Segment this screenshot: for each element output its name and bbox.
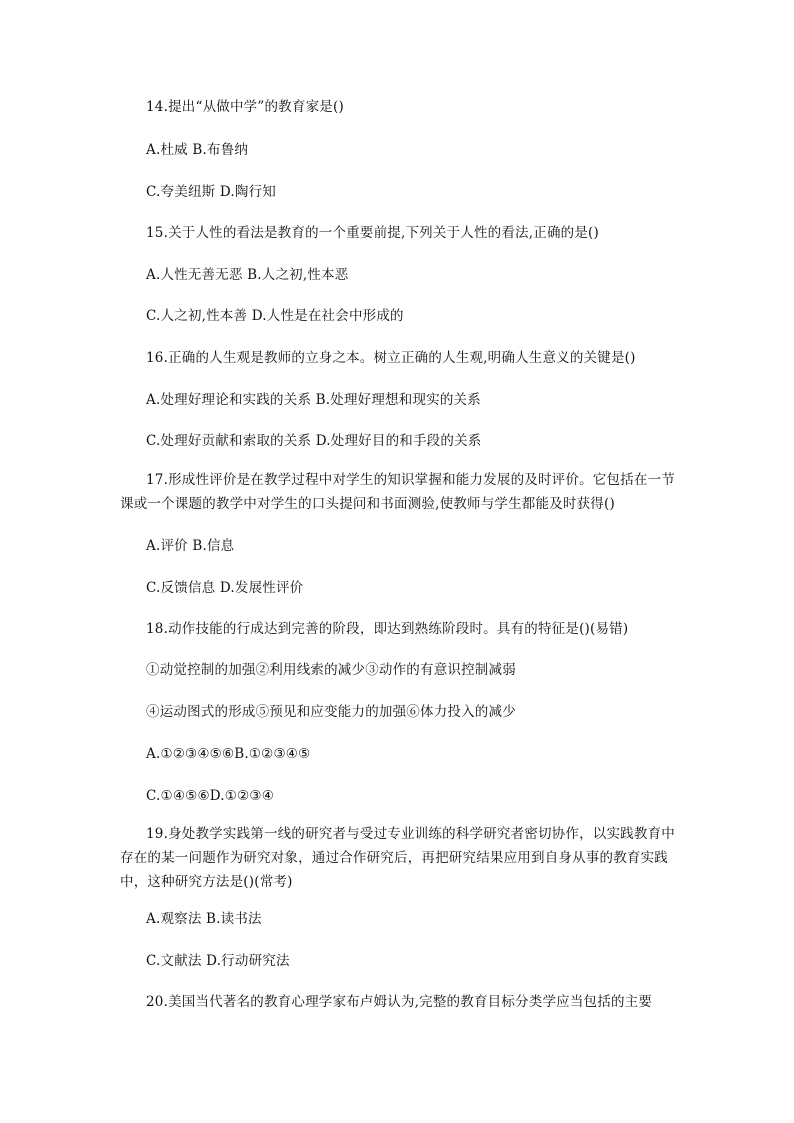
question-15-stem: 15.关于人性的看法是教育的一个重要前提,下列关于人性的看法,正确的是() [146, 225, 599, 241]
question-17-option-line-2: C.反馈信息 D.发展性评价 [146, 580, 304, 596]
question-18-item-line-1: ①动觉控制的加强②利用线索的减少③动作的有意识控制减弱 [146, 662, 516, 678]
question-15-option-line-2: C.人之初,性本善 D.人性是在社会中形成的 [146, 308, 404, 324]
question-18-stem: 18.动作技能的行成达到完善的阶段，即达到熟练阶段时。具有的特征是()(易错) [146, 621, 629, 637]
question-16-option-line-2: C.处理好贡献和索取的关系 D.处理好目的和手段的关系 [146, 433, 482, 449]
question-20-stem: 20.美国当代著名的教育心理学家布卢姆认为,完整的教育目标分类学应当包括的主要 [146, 994, 653, 1010]
question-15-option-line-1: A.人性无善无恶 B.人之初,性本恶 [146, 267, 349, 283]
question-17-stem: 17.形成性评价是在教学过程中对学生的知识掌握和能力发展的及时评价。它包括在一节课或一个课题的教学中对学生的口头提问和书面测验,使教师与学生都能及时获得() [120, 472, 675, 512]
question-16-option-line-1: A.处理好理论和实践的关系 B.处理好理想和现实的关系 [146, 392, 481, 408]
question-18-option-line-2: C.①④⑤⑥D.①②③④ [146, 788, 274, 804]
question-14-option-line-2: C.夸美纽斯 D.陶行知 [146, 184, 276, 200]
question-18-item-line-2: ④运动图式的形成⑤预见和应变能力的加强⑥体力投入的减少 [146, 704, 516, 720]
question-14-option-line-1: A.杜威 B.布鲁纳 [146, 142, 249, 158]
question-19-option-line-1: A.观察法 B.读书法 [146, 911, 262, 927]
question-19-option-line-2: C.文献法 D.行动研究法 [146, 953, 290, 969]
question-19-stem: 19.身处教学实践第一线的研究者与受过专业训练的科学研究者密切协作，以实践教育中存在的某一问题作为研究对象，通过合作研究后，再把研究结果应用到自身从事的教育实践中，这种研究方法是()(常考) [120, 826, 675, 890]
question-16-stem: 16.正确的人生观是教师的立身之本。树立正确的人生观,明确人生意义的关键是() [146, 350, 636, 366]
question-17-option-line-1: A.评价 B.信息 [146, 538, 235, 554]
question-18-option-line-1: A.①②③④⑤⑥B.①②③④⑤ [146, 746, 311, 762]
question-14-stem: 14.提出“从做中学”的教育家是() [146, 99, 344, 115]
